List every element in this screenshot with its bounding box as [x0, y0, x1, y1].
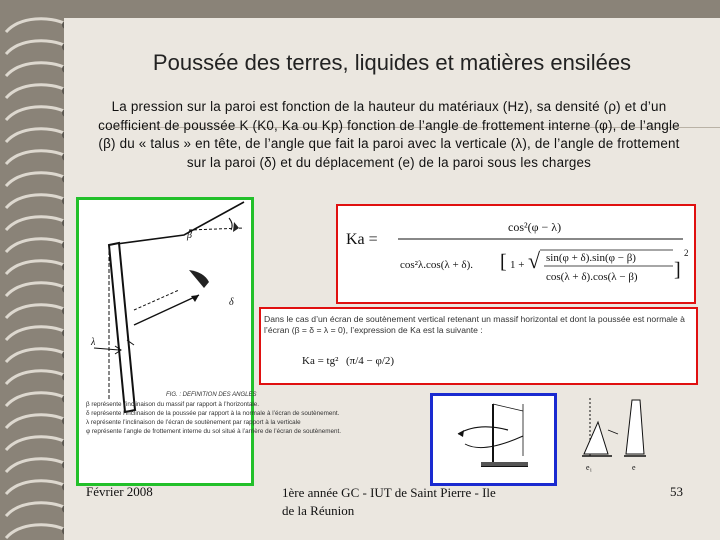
binding-ring	[6, 283, 66, 296]
binding-ring	[6, 173, 66, 186]
binding-ring	[6, 503, 66, 516]
binding-ring	[6, 195, 66, 208]
binding-ring	[6, 107, 66, 120]
beta-label: β	[187, 230, 192, 241]
binding-ring	[6, 261, 66, 274]
svg-text:√: √	[528, 248, 541, 273]
ka-formula	[338, 206, 694, 302]
binding-ring	[6, 151, 66, 164]
svg-text:[: [	[500, 251, 507, 273]
special-case-text: Dans le cas d’un écran de soutènement vertical retenant un massif horizontal et dont la poussée est normale à l’écran (β = δ = λ = 0), l’expression de Ka est la suivante :	[264, 314, 685, 335]
binding-ring	[6, 129, 66, 142]
delta-label: δ	[229, 297, 234, 308]
binding-ring	[6, 393, 66, 406]
binding-ring	[6, 63, 66, 76]
binding-ring	[6, 239, 66, 252]
ka-frac-den: cos(λ + δ).cos(λ − β)	[546, 271, 638, 283]
binding-ring	[6, 415, 66, 428]
binding-ring	[6, 305, 66, 318]
ka-lhs: Ka =	[346, 231, 378, 248]
ka-frac-num: sin(φ + δ).sin(φ − β)	[546, 252, 636, 264]
special-case-formula	[300, 342, 420, 376]
one-plus: 1 +	[510, 259, 525, 271]
binding-ring	[6, 437, 66, 450]
svg-text:]: ]	[674, 259, 681, 281]
ka-numerator: cos²(φ − λ)	[508, 220, 562, 234]
slide-title: Poussée des terres, liquides et matières ensilées	[152, 50, 632, 75]
wall-rotation-sketch	[433, 396, 554, 483]
sketch-label-e2: e	[632, 463, 636, 472]
special-formula-arg: (π/4 − φ/2)	[346, 355, 395, 367]
binding-ring	[6, 459, 66, 472]
legend-line-beta: β représente l’inclinaison du massif par rapport à l’horizontale.	[86, 401, 260, 408]
binding-ring	[6, 217, 66, 230]
legend-line-lambda: λ représente l’inclinaison de l’écran de soutènement par rapport à la verticale	[86, 419, 301, 427]
wall-diagram	[79, 200, 251, 483]
binding-ring	[6, 327, 66, 340]
special-formula-lhs: Ka = tg²	[302, 355, 339, 367]
ka-formula-box	[336, 204, 696, 304]
binding-ring	[6, 481, 66, 494]
binding-ring	[6, 349, 66, 362]
binding-ring	[6, 371, 66, 384]
legend-line-delta: δ représente l’inclinaison de la poussée par rapport à la normale à l’écran de soutènement.	[86, 410, 340, 418]
displacement-comparison-sketch	[568, 394, 653, 476]
sketch-label-e1: e₁	[586, 463, 593, 472]
ka-exponent: 2	[684, 248, 689, 258]
angle-legend	[86, 400, 341, 436]
footer-date: Février 2008	[86, 484, 153, 499]
angle-definition-figure	[76, 197, 257, 486]
binding-ring	[6, 85, 66, 98]
footer-page-number: 53	[670, 484, 683, 499]
figure-caption: FIG. : DEFINITION DES ANGLES	[166, 392, 257, 398]
footer-course: 1ère année GC - IUT de Saint Pierre - Ile de la Réunion	[282, 485, 496, 518]
binding-ring	[6, 19, 66, 32]
displacement-sketch	[430, 393, 557, 486]
binding-ring	[6, 525, 66, 538]
binding-ring	[6, 41, 66, 54]
ka-den-prefix: cos²λ.cos(λ + δ).	[400, 259, 474, 271]
legend-line-phi: φ représente l’angle de frottement interne du sol situé à l’arrière de l’écran de soutènement.	[86, 428, 342, 436]
intro-paragraph: La pression sur la paroi est fonction de la hauteur du matériaux (Hz), sa densité (ρ) et d’un coefficient de poussée K (K0, Ka ou Kp) fonction de l’angle de frottement interne (φ), de l’angle (β) du « talus » en tête, de l’angle que fait la paroi avec la verticale (λ), de l’angle de frottement sur la paroi (δ) et du déplacement (e) de la paroi sous les charges	[98, 99, 680, 170]
lambda-label: λ	[91, 337, 96, 348]
